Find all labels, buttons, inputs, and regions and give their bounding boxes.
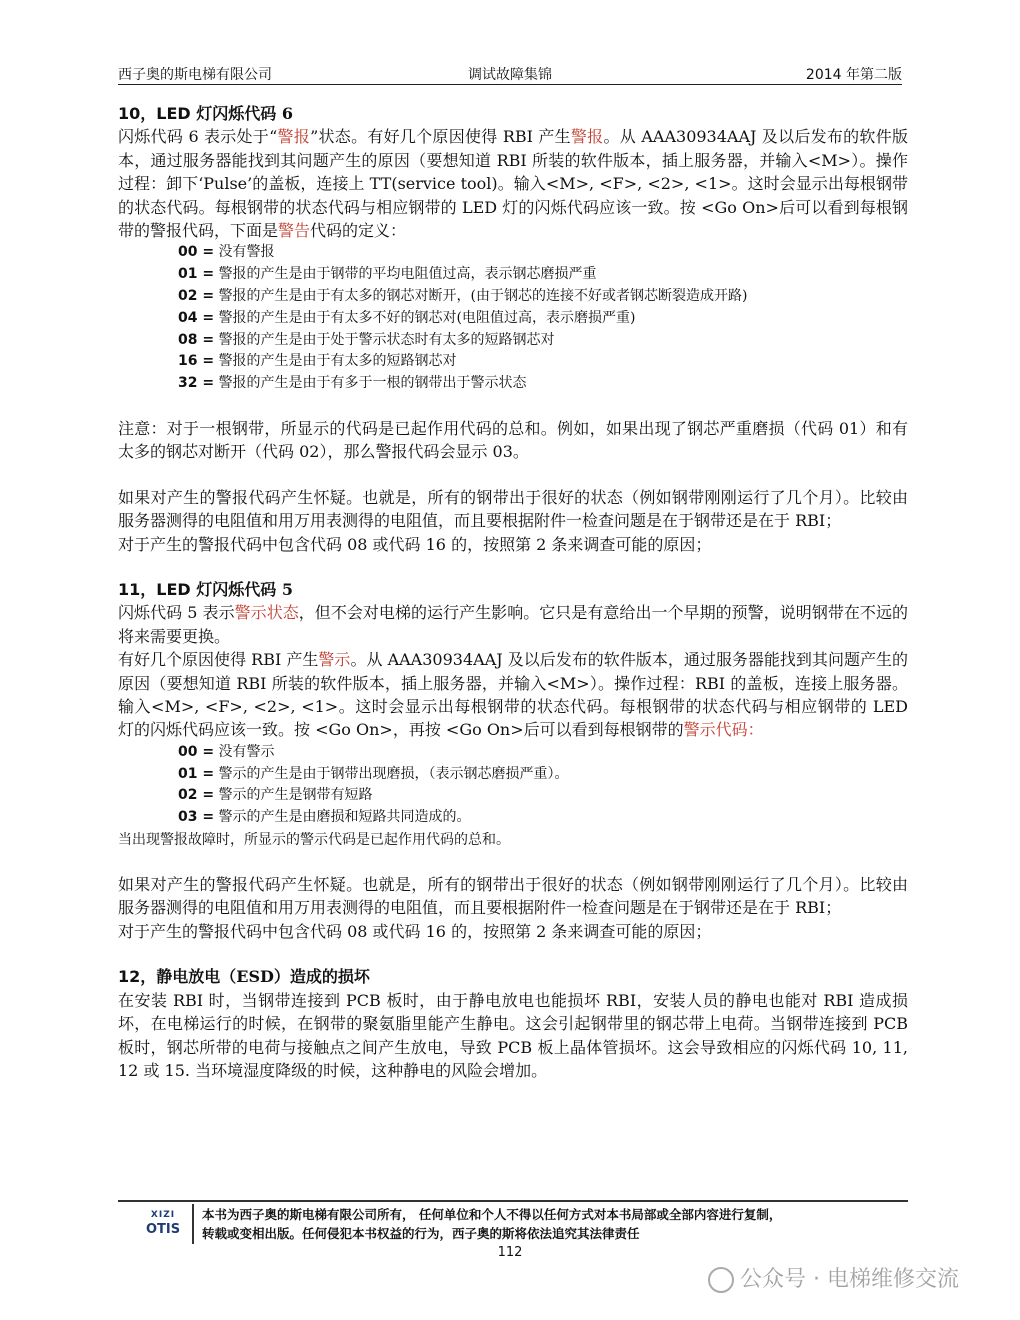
section-12-heading: 12，静电放电（ESD）造成的损坏 — [118, 967, 370, 987]
header-title: 调试故障集锦 — [468, 67, 552, 83]
wechat-icon — [708, 1267, 734, 1293]
list-item: 03 = 警示的产生是由磨损和短路共同造成的。 — [178, 809, 471, 826]
copyright-notice: 本书为西子奥的斯电梯有限公司所有， 任何单位和个人不得以任何方式对本书局部或全部内容进行复制， 转载或变相出版。任何侵犯本书权益的行为，西子奥的斯将依法追究其法律责任 — [202, 1207, 782, 1241]
list-item: 04 = 警报的产生是由于有太多不好的钢芯对(电阻值过高，表示磨损严重) — [178, 309, 636, 326]
section-10-paragraph: 闪烁代码 6 表示处于“警报”状态。有好几个原因使得 RBI 产生警报。从 AAA30934AAJ 及以后发布的软件版本，通过服务器能找到其问题产生的原因（要想知道 RBI 所装的软件版本，插上服务器，并输入<M>）。操作过程：卸下‘Pulse’的盖板，连接上 TT(service tool)。输入<M>, <F>, <2>, <1>。这时会显示出每根钢带的状态代码。每根钢带的状态代码与相应钢带的 LED 灯的闪烁代码应该一致。按 <Go On>后可以看到每根钢带的警报代码，下面是警告代码的定义： — [118, 127, 908, 241]
section-10-doubt: 如果对产生的警报代码产生怀疑。也就是，所有的钢带出于很好的状态（例如钢带刚刚运行了几个月）。比较由服务器测得的电阻值和用万用表测得的电阻值，而且要根据附件一检查问题是在于钢带还是在于 RBI； — [118, 487, 908, 531]
warning-code-list — [118, 742, 908, 829]
list-item: 32 = 警报的产生是由于有多于一根的钢带出于警示状态 — [178, 375, 527, 392]
section-10-note: 注意：对于一根钢带，所显示的代码是已起作用代码的总和。例如，如果出现了钢芯严重磨损（代码 01）和有太多的钢芯对断开（代码 02），那么警报代码会显示 03。 — [118, 419, 908, 462]
list-item: 00 = 没有警示 — [178, 743, 275, 760]
list-item: 16 = 警报的产生是由于有太多的短路钢芯对 — [178, 353, 457, 370]
section-11-paragraph-2: 有好几个原因使得 RBI 产生警示。从 AAA30934AAJ 及以后发布的软件版本，通过服务器能找到其问题产生的原因（要想知道 RBI 所装的软件版本，插上服务器，并输入<M>）。操作过程：RBI 的盖板，连接上服务器。输入<M>, <F>, <2>, <1>。这时会显示出每根钢带的状态代码。每根钢带的状态代码与相应钢带的 LED 灯的闪烁代码应该一致。按 <Go On>，再按 <Go On>后可以看到每根钢带的警示代码： — [118, 650, 908, 740]
section-10-reference: 对于产生的警报代码中包含代码 08 或代码 16 的，按照第 2 条来调查可能的原因； — [118, 534, 712, 554]
list-item: 00 = 没有警报 — [178, 244, 275, 261]
section-11-note: 当出现警报故障时，所显示的警示代码是已起作用代码的总和。 — [118, 832, 510, 849]
section-11-doubt: 如果对产生的警报代码产生怀疑。也就是，所有的钢带出于很好的状态（例如钢带刚刚运行了几个月）。比较由服务器测得的电阻值和用万用表测得的电阻值，而且要根据附件一检查问题是在于钢带还是在于 RBI； — [118, 875, 908, 918]
header-edition: 2014 年第二版 — [805, 67, 902, 83]
footer-logo-separator — [192, 1204, 194, 1244]
footer-divider — [118, 1200, 908, 1202]
page-number: 112 — [497, 1245, 523, 1260]
wechat-watermark: 公众号 · 电梯维修交流 — [708, 1262, 998, 1296]
list-item: 01 = 警示的产生是由于钢带出现磨损，（表示钢芯磨损严重）。 — [178, 765, 569, 782]
section-12-paragraph: 在安装 RBI 时，当钢带连接到 PCB 板时，由于静电放电也能损坏 RBI，安装人员的静电也能对 RBI 造成损坏，在电梯运行的时候，在钢带的聚氨脂里能产生静电。这会引起钢带里的钢芯带上电荷。当钢带连接到 PCB 板时，钢芯所带的电荷与接触点之间产生放电，导致 PCB 板上晶体管损坏。这会导致相应的闪烁代码 10, 11, 12 或 15. 当环境湿度降级的时候，这种静电的风险会增加。 — [118, 990, 908, 1080]
xizi-otis-logo: XIZI OTIS — [145, 1210, 181, 1237]
section-10-heading: 10，LED 灯闪烁代码 6 — [118, 104, 293, 123]
alarm-code-list — [118, 242, 908, 395]
document-body — [118, 102, 908, 1082]
header-company: 西子奥的斯电梯有限公司 — [118, 67, 272, 83]
list-item: 02 = 警示的产生是钢带有短路 — [178, 787, 373, 804]
section-11-reference: 对于产生的警报代码中包含代码 08 或代码 16 的，按照第 2 条来调查可能的原因； — [118, 921, 712, 941]
list-item: 02 = 警报的产生是由于有太多的钢芯对断开，(由于钢芯的连接不好或者钢芯断裂造成开路) — [178, 288, 748, 305]
page-header — [118, 62, 902, 85]
list-item: 08 = 警报的产生是由于处于警示状态时有太多的短路钢芯对 — [178, 331, 555, 348]
section-11-heading: 11，LED 灯闪烁代码 5 — [118, 580, 293, 600]
section-11-paragraph-1: 闪烁代码 5 表示警示状态，但不会对电梯的运行产生影响。它只是有意给出一个早期的预警，说明钢带在不远的将来需要更换。 — [118, 603, 908, 646]
list-item: 01 = 警报的产生是由于钢带的平均电阻值过高，表示钢芯磨损严重 — [178, 266, 597, 283]
